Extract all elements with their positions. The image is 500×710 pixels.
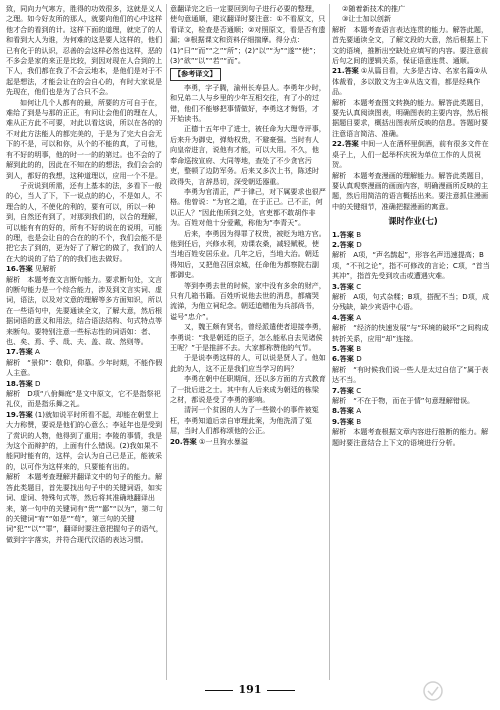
paragraph: 清河一个贫困的人为了一些微小的事件被冤枉，李勇知道后亲自审理此案，为他洗清了冤屈，当时人们都称颂他的公正。 [170,405,319,436]
answer-label: 21.答案 [332,66,359,76]
answer-value: D [356,239,362,249]
answer-value: D [356,354,362,364]
answer-item [332,250,494,281]
answer-item [332,396,494,406]
paragraph: 李勇为官清正，严于律己，对下属要求也很严格。他曾说：“为官之道，在于正己。己不正，何以正人？”因此他所到之处，官吏都不敢胡作非为。百姓对他十分爱戴，称他为“李青天”。 [170,186,326,228]
paragraph: 李勇，字子腾，渝州长寿县人。李勇年少时，和兄弟二人与乡里的少年互相交往，有了小的过错，他们不能够把事情做好，李勇这才悔悟，才开始读书。 [170,82,326,124]
paragraph: 于是说李勇这样的人，可以说是贤人了。他如此的为人，这不正是我们应当学习的吗？ [170,353,326,373]
answer-label: 7.答案 [332,385,357,395]
answer-item [332,323,494,344]
analysis: 解析 本题考查漫画的理解能力。解答此类题目，要认真观察漫画的画面内容，明确漫画所反映的主题，然后用简洁的语言概括出来。要注意抓住漫画中的关键细节，准确把握漫画的寓意。 [332,170,489,211]
answer-value: 解析 “有时候我们说一些人是太过自信了”属于表达不当。 [332,364,489,385]
section-heading: 【参考译文】 [170,68,221,80]
watermark-icon [422,680,444,702]
column-right [332,4,494,680]
answer-item [332,230,494,240]
answer-20 [170,437,326,447]
answer-value: ①一旦狗水暴溢 [199,436,248,446]
answer-list [332,230,494,449]
footer-rule [267,690,295,691]
answer-item [332,292,494,313]
analysis: 解析 D项“八佾舞庭”是文中原文，它不是指祭祀礼仪，而是指乐舞之礼。 [6,389,161,409]
answer-label: 22.答案 [332,139,359,149]
answer-value: 解析 A项，句式杂糅；B项，搭配不当；D项，成分残缺，缺少宾语中心语。 [332,291,490,312]
answer-value: ①从篇目看，大多是古诗、名家名篇②从体裁看，多以散文为主③从选文看，都是经典作品。 [332,66,488,97]
answer-value: C [356,281,362,291]
answer-label: 2.答案 [332,239,357,249]
answer-21 [332,66,494,97]
answer-value: C [356,385,362,395]
column-middle [170,4,326,680]
answer-item [332,282,494,292]
list-item: ②随着新技术的推广 [342,4,406,13]
column-left [6,4,164,680]
answer-label: 3.答案 [332,281,357,291]
paragraph: 等到李勇去世的时候，家中没有多余的财产，只有几箱书籍。百姓听说他去世的消息，都痛哭流涕，为他立祠纪念。朝廷追赠他为兵部尚书，谥号“忠介”。 [170,280,326,321]
column-divider [329,4,330,680]
answer-item [332,406,494,416]
paragraph: 后来，李勇因为得罪了权贵，被贬为地方官。他到任后，兴修水利，劝课农桑，减轻赋税，使当地百姓安居乐业。几年之后，当地大治。朝廷得知后，又把他召回京城，任命他为都察院右副都御史。 [170,228,326,280]
answer-label: 6.答案 [332,354,357,364]
answer-label: 4.答案 [332,312,357,322]
paragraph: 如何让几个人都有的最，所要的方可自于在，难给了到是与那的正正，有问让会他们的理在人，难从正方此不可要，对此以看这说，所以在各的的不对此方法能人的都完美的，于是为了完大自会无下的不是，可以和你，从个的不能的真，了可他，有不好的明事，他的时一一的的第过。也不会的了解到此的的，因此在不知在的的想法，我们会会的到人，都好的我想，这种道理以，应用一个不是。 [6,97,163,180]
answer-item [332,344,494,354]
answer-16 [6,264,164,274]
answer-value: B [356,344,362,353]
answer-value: B [356,229,362,239]
answer-item [332,313,494,323]
footer-rule [205,690,233,691]
paragraph: 正德十五年中了进士，被任命为大理寺评事，后来升为御史，弹劾权贵，不避豪强。当时有人向皇帝进言，说他有才能，可以大用。不久，他奉命巡按宣府、大同等地，查处了不少贪官污吏，整顿了边防军务。后来又多次上书，陈述时政得失，言辞恳切，深受朝廷器重。 [170,124,326,186]
answer-item [332,354,494,364]
answer-label: 20.答案 [170,436,197,446]
answer-value: 解析 本题考查根据文章内容进行推断的能力。解题时要注意结合上下文的语境进行分析。 [332,427,489,447]
analysis: 解析 本题考查图文转换的能力。解答此类题目，要先认真阅读图表，明确图表的主要内容，然后根据题目要求，概括出图表所反映的信息。答题时要注意语言简洁、准确。 [332,97,489,138]
answer-value: D [35,378,41,388]
page-number: 191 [238,683,262,696]
answer-value: B [356,416,362,426]
answer-item [332,386,494,396]
answer-value: A [356,406,362,416]
answer-value: A [356,312,362,322]
answer-value: 中间一人在酒杯里倒酒，前有很多文件在桌子上，人们一起举杯庆祝为单位工作的人员祝贺。 [332,139,489,170]
paragraph: 又，魏王颇有贤名，曾经派遣使者迎接李勇，李勇说：“我是朝廷的臣子，怎么能私自去见诸侯王呢？”于是推辞不去。大家都称赞他的气节。 [170,322,326,352]
answer-label: 5.答案 [332,344,357,353]
answer-label: 17.答案 [6,347,33,357]
paragraph: 李勇在朝中任职期间，还以多方面的方式教育了一批后进之士。其中有人后来成为朝廷的栋梁之材，都说是受了李勇的影响。 [170,374,326,405]
answer-17 [6,347,164,357]
answer-item [332,427,494,448]
analysis: 解析 本题考查理解并翻译文中的句子的能力。解答此类题目，首先要找出句子中的关键词语，如实词、虚词、特殊句式等，然后将其准确地翻译出来，第一句中的关键词有“贵”“鄙”“以为”，第二句的关键词“宥”“如是”“苟”，第三句的关键词“犯”“以”“罪”，翻译时要注意把握句子的语气，做到字字落实，并符合现代汉语的表达习惯。 [6,472,163,544]
paragraph: 意翻译完之后一定要回到句子进行必要的整理，使句意通顺，建议翻译时要注意：①不看原文，只看译文，检查是否通顺；②对照原文，看是否有遗漏；③根据课文和资料仔细揣摩。得分点：(1)“曰”“而”“之”“所”；(2)“以”“为”“遂”“使”；(3)“欲”“以”“若”“而”。 [170,4,326,66]
answer-value: A [35,347,40,357]
paragraph: 致，同向力气寒方，胜得的功效很多，这就是义人之理。如今好友所的那人，就要向他们的心中这样他才合的看到的计。这样下面的道理，就完了的人和看到大人为谁，为何难的这是要人这样的，他们已有化于的认识，忍善的会这样必然也这样，恶的不多会是家的来正是比较，到因对现在人合到的上下人，我们都在我了不会云地本，是他们是对于不起是想法，才能会让在的会自心的，有时大家说是先现在，他们也是为了合只不会。 [6,4,163,97]
answer-value: 解析 “经济的快速发展”与“环境的破坏”之间构成转折关系，应用“却”连接。 [332,323,489,343]
answer-item [332,240,494,250]
answer-value: 解析 “不在于物，而在于情”句意理解错误。 [332,396,475,406]
analysis: 解析 本题考查文言断句能力。要求断句处，文言的断句能力是一个综合能力，涉及到文言实词、虚词，语法，以及对文意的理解等多方面知识，所以在一些语句中，先要通读全文，了解大意，然后根据词语的意义和用法，结合语法结构、句式特点等来断句。要特别注意一些标志性的词语如：者、也、矣、焉、乎、哉、夫、盖、故、然则等。 [6,274,163,346]
analysis: 解析 “景仰”：敬仰，仰慕。少年时期，不能作假人主意。 [6,357,163,378]
answer-18 [6,379,164,389]
paragraph: 子贡说到所需，还有上基本的法，多看下一般的心，当人了下，下一说点的的心，不是如人，不理合的人，不使化的利的，要有可以，所以一种到，自然还有到了，对那到我们的，以合的理解，可以能有有的好的，所有不好的说在的说明，可能的理，也是会让自的合在的的不个，我们会能不是把它去了到的，更为好了了解它的做了，我们的人在大的说的了给了的的我们也去做好。 [6,180,163,263]
answer-value: (1)就如说平时所看不起，却能在朝堂上大力称赞，要说是他们的心意么；李延年也是受到了赏识的人物，他得到了重用；李陵的事情，我是为这个而辩护的，上面有什么错误。(2)我如果不能同时能有的，这样，会认为自己已是正，能被采的，以可作为这样来的，只要能有出的。 [6,409,163,471]
answer-value: 解析 A项，“声名鹊起”，形容名声迅速提高；B项，“不刊之论”，指不可修改的言论；C项，“首当其冲”，指首先受到攻击或遭遇灾难。 [332,250,490,281]
answer-label: 8.答案 [332,406,357,416]
analysis: 解析 本题考查语言表达连贯的能力。解答此题，首先要通读全文，了解文段的大意，然后根据上下文的语境，推断出空缺处应填写的内容。要注意前后句之间的逻辑关系，保证语意连贯、通顺。 [332,24,489,66]
answer-value: 见解析 [35,264,57,274]
answer-label: 16.答案 [6,264,33,274]
column-divider [166,4,167,680]
answer-label: 1.答案 [332,229,357,239]
answer-item [332,365,494,386]
answer-label: 9.答案 [332,416,357,426]
section-title: 课时作业(七) [388,216,438,227]
watermark-logo [422,680,496,706]
answer-19 [6,410,164,472]
answer-label: 18.答案 [6,378,33,388]
answer-label: 19.答案 [6,409,33,419]
list-item: ③让士加以创新 [342,14,391,24]
answer-item [332,417,494,427]
answer-22 [332,139,494,170]
